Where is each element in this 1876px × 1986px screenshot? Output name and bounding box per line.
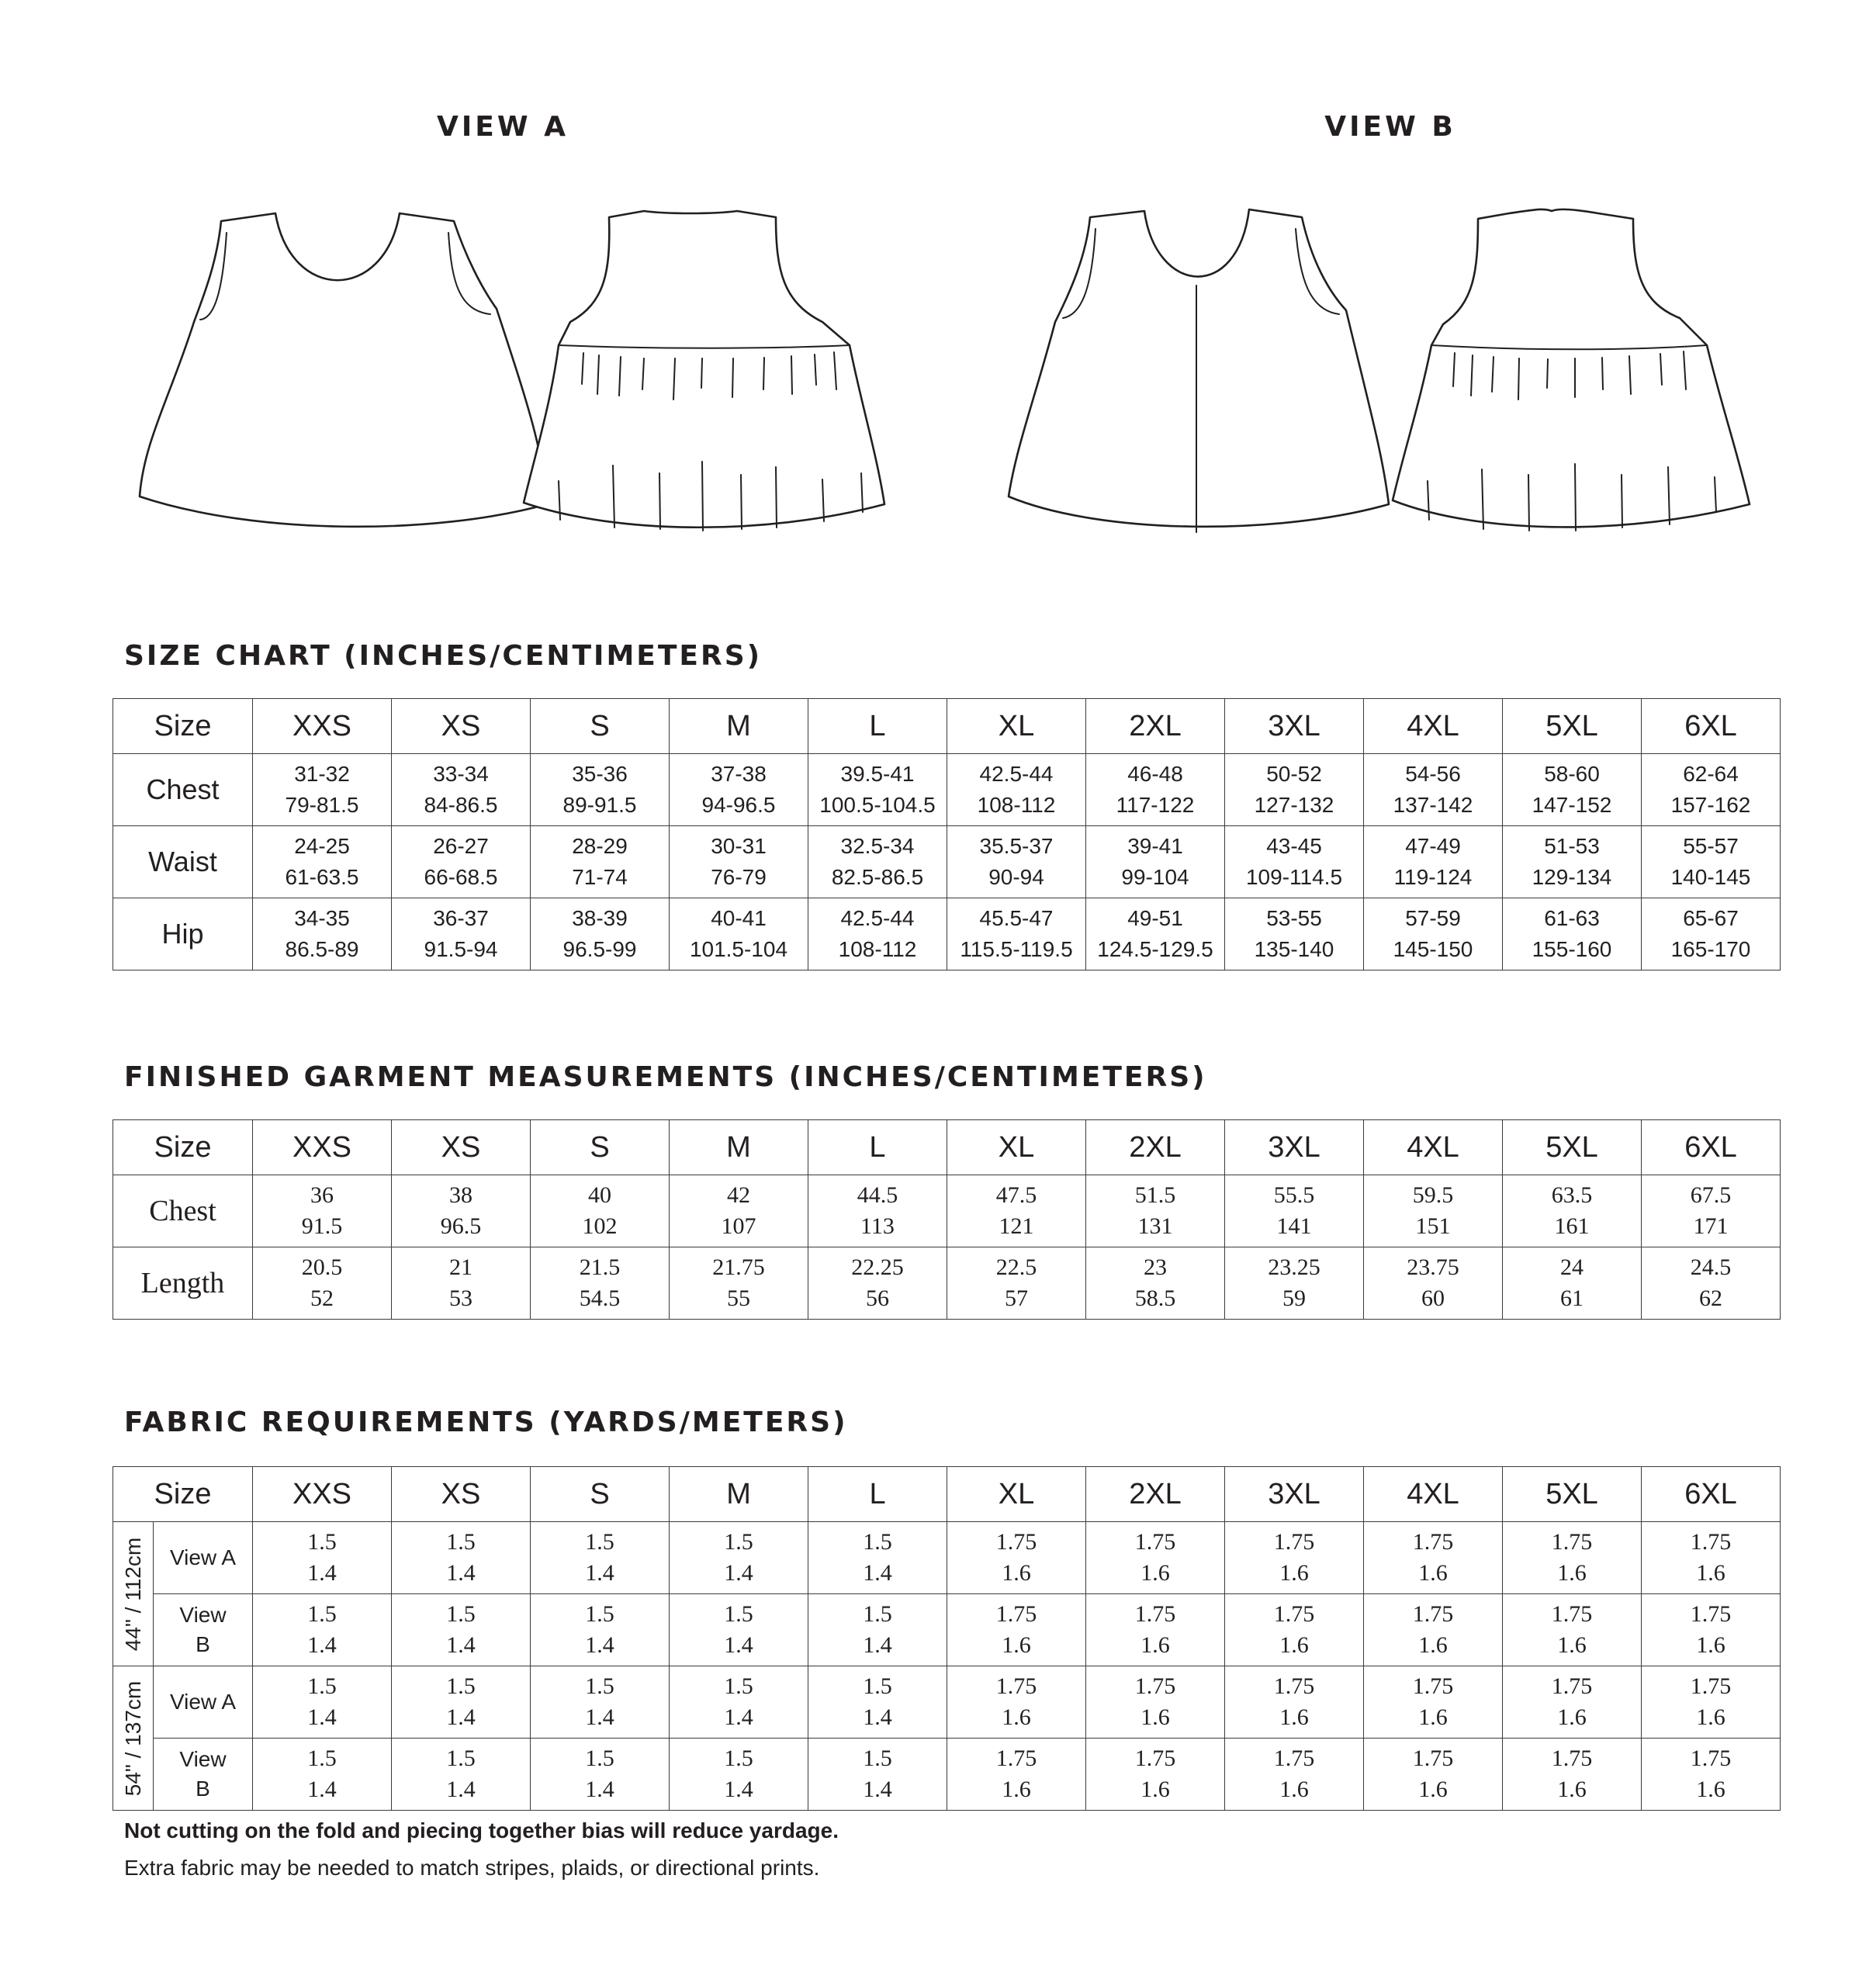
header-cell: 4XL <box>1364 699 1503 754</box>
header-cell: 6XL <box>1642 1467 1781 1522</box>
header-cell: XXS <box>253 1120 392 1175</box>
data-cell: 50-52 127-132 <box>1225 754 1364 826</box>
row-label: Chest <box>113 1175 253 1247</box>
data-cell: 1.5 1.4 <box>670 1594 808 1666</box>
table-row <box>113 898 1781 971</box>
data-cell: 43-45 109-114.5 <box>1225 826 1364 898</box>
view-b-front-drawing <box>1009 209 1389 532</box>
data-cell: 67.5 171 <box>1642 1175 1781 1247</box>
data-cell: 40-41 101.5-104 <box>670 898 808 971</box>
data-cell: 58-60 147-152 <box>1503 754 1642 826</box>
table-row <box>113 826 1781 898</box>
view-a-title: VIEW A <box>437 111 569 143</box>
data-cell: 35.5-37 90-94 <box>947 826 1086 898</box>
header-cell: 5XL <box>1503 699 1642 754</box>
data-cell: 1.75 1.6 <box>1364 1739 1503 1811</box>
data-cell: 1.75 1.6 <box>947 1522 1086 1594</box>
data-cell: 1.75 1.6 <box>1086 1522 1225 1594</box>
data-cell: 53-55 135-140 <box>1225 898 1364 971</box>
data-cell: 1.5 1.4 <box>808 1666 947 1739</box>
table-row <box>113 1247 1781 1320</box>
data-cell: 36 91.5 <box>253 1175 392 1247</box>
data-cell: 59.5 151 <box>1364 1175 1503 1247</box>
table-row <box>113 1594 1781 1666</box>
data-cell: 23.25 59 <box>1225 1247 1364 1320</box>
data-cell: 1.5 1.4 <box>253 1666 392 1739</box>
header-cell: 2XL <box>1086 1120 1225 1175</box>
header-cell: 3XL <box>1225 1120 1364 1175</box>
fabric-header-row <box>113 1467 1781 1522</box>
data-cell: 54-56 137-142 <box>1364 754 1503 826</box>
data-cell: 40 102 <box>531 1175 670 1247</box>
data-cell: 33-34 84-86.5 <box>392 754 531 826</box>
extra-fabric-note: Extra fabric may be needed to match stripes, plaids, or directional prints. <box>124 1856 820 1880</box>
data-cell: 1.75 1.6 <box>1086 1739 1225 1811</box>
data-cell: 1.5 1.4 <box>531 1739 670 1811</box>
data-cell: 1.5 1.4 <box>808 1522 947 1594</box>
header-cell: 6XL <box>1642 1120 1781 1175</box>
header-cell: 6XL <box>1642 699 1781 754</box>
size-chart-header-row <box>113 699 1781 754</box>
data-cell: 1.75 1.6 <box>1642 1594 1781 1666</box>
data-cell: 51.5 131 <box>1086 1175 1225 1247</box>
data-cell: 28-29 71-74 <box>531 826 670 898</box>
header-cell: S <box>531 1467 670 1522</box>
data-cell: 34-35 86.5-89 <box>253 898 392 971</box>
data-cell: 1.5 1.4 <box>392 1594 531 1666</box>
data-cell: 55-57 140-145 <box>1642 826 1781 898</box>
fabric-width-label: 54" / 137cm <box>113 1666 154 1811</box>
header-cell: 5XL <box>1503 1120 1642 1175</box>
data-cell: 1.75 1.6 <box>1503 1666 1642 1739</box>
data-cell: 1.75 1.6 <box>947 1594 1086 1666</box>
data-cell: 1.75 1.6 <box>1503 1522 1642 1594</box>
data-cell: 1.5 1.4 <box>392 1666 531 1739</box>
header-cell: 4XL <box>1364 1467 1503 1522</box>
data-cell: 1.5 1.4 <box>392 1522 531 1594</box>
yardage-note: Not cutting on the fold and piecing together bias will reduce yardage. <box>124 1818 839 1842</box>
view-b-title: VIEW B <box>1324 111 1456 143</box>
data-cell: 26-27 66-68.5 <box>392 826 531 898</box>
data-cell: 65-67 165-170 <box>1642 898 1781 971</box>
data-cell: 35-36 89-91.5 <box>531 754 670 826</box>
row-label: Waist <box>113 826 253 898</box>
header-cell: S <box>531 699 670 754</box>
header-cell: Size <box>113 699 253 754</box>
data-cell: 20.5 52 <box>253 1247 392 1320</box>
data-cell: 30-31 76-79 <box>670 826 808 898</box>
data-cell: 36-37 91.5-94 <box>392 898 531 971</box>
data-cell: 31-32 79-81.5 <box>253 754 392 826</box>
data-cell: 1.75 1.6 <box>1086 1666 1225 1739</box>
data-cell: 1.5 1.4 <box>253 1739 392 1811</box>
finished-measurements-table <box>112 1119 1781 1320</box>
data-cell: 61-63 155-160 <box>1503 898 1642 971</box>
data-cell: 1.5 1.4 <box>531 1522 670 1594</box>
header-cell: XL <box>947 1120 1086 1175</box>
data-cell: 1.5 1.4 <box>253 1522 392 1594</box>
data-cell: 1.75 1.6 <box>1225 1594 1364 1666</box>
table-row <box>113 1666 1781 1739</box>
data-cell: 22.25 56 <box>808 1247 947 1320</box>
data-cell: 1.5 1.4 <box>808 1739 947 1811</box>
view-label: View B <box>154 1739 253 1811</box>
data-cell: 63.5 161 <box>1503 1175 1642 1247</box>
header-cell: XS <box>392 699 531 754</box>
header-cell: Size <box>113 1467 253 1522</box>
garment-drawings <box>0 186 1876 551</box>
data-cell: 21 53 <box>392 1247 531 1320</box>
size-chart-title: SIZE CHART (INCHES/CENTIMETERS) <box>124 640 763 672</box>
data-cell: 1.75 1.6 <box>1642 1522 1781 1594</box>
data-cell: 1.75 1.6 <box>1364 1522 1503 1594</box>
header-cell: 3XL <box>1225 699 1364 754</box>
data-cell: 51-53 129-134 <box>1503 826 1642 898</box>
header-cell: XL <box>947 1467 1086 1522</box>
header-cell: XS <box>392 1467 531 1522</box>
data-cell: 39-41 99-104 <box>1086 826 1225 898</box>
row-label: Length <box>113 1247 253 1320</box>
view-label: View B <box>154 1594 253 1666</box>
header-cell: XS <box>392 1120 531 1175</box>
data-cell: 1.5 1.4 <box>670 1522 808 1594</box>
data-cell: 1.5 1.4 <box>531 1666 670 1739</box>
data-cell: 37-38 94-96.5 <box>670 754 808 826</box>
data-cell: 1.75 1.6 <box>1364 1666 1503 1739</box>
data-cell: 1.75 1.6 <box>1503 1594 1642 1666</box>
data-cell: 22.5 57 <box>947 1247 1086 1320</box>
row-label: Hip <box>113 898 253 971</box>
data-cell: 42.5-44 108-112 <box>808 898 947 971</box>
fabric-requirements-title: FABRIC REQUIREMENTS (YARDS/METERS) <box>124 1406 848 1438</box>
data-cell: 21.5 54.5 <box>531 1247 670 1320</box>
data-cell: 1.75 1.6 <box>1364 1594 1503 1666</box>
header-cell: L <box>808 1467 947 1522</box>
data-cell: 38 96.5 <box>392 1175 531 1247</box>
header-cell: S <box>531 1120 670 1175</box>
data-cell: 1.5 1.4 <box>670 1666 808 1739</box>
header-cell: L <box>808 699 947 754</box>
data-cell: 46-48 117-122 <box>1086 754 1225 826</box>
finished-measurements-title: FINISHED GARMENT MEASUREMENTS (INCHES/CENTIMETERS) <box>124 1061 1207 1093</box>
data-cell: 1.75 1.6 <box>1225 1666 1364 1739</box>
data-cell: 55.5 141 <box>1225 1175 1364 1247</box>
header-cell: Size <box>113 1120 253 1175</box>
data-cell: 1.75 1.6 <box>1225 1522 1364 1594</box>
data-cell: 47.5 121 <box>947 1175 1086 1247</box>
size-chart-table <box>112 698 1781 971</box>
header-cell: 2XL <box>1086 1467 1225 1522</box>
view-a-front-drawing <box>140 213 547 527</box>
data-cell: 23 58.5 <box>1086 1247 1225 1320</box>
header-cell: 4XL <box>1364 1120 1503 1175</box>
header-cell: M <box>670 1467 808 1522</box>
table-row <box>113 1522 1781 1594</box>
data-cell: 49-51 124.5-129.5 <box>1086 898 1225 971</box>
data-cell: 1.75 1.6 <box>1086 1594 1225 1666</box>
data-cell: 1.5 1.4 <box>808 1594 947 1666</box>
data-cell: 23.75 60 <box>1364 1247 1503 1320</box>
data-cell: 62-64 157-162 <box>1642 754 1781 826</box>
data-cell: 57-59 145-150 <box>1364 898 1503 971</box>
data-cell: 1.5 1.4 <box>253 1594 392 1666</box>
data-cell: 24-25 61-63.5 <box>253 826 392 898</box>
header-cell: 5XL <box>1503 1467 1642 1522</box>
data-cell: 45.5-47 115.5-119.5 <box>947 898 1086 971</box>
header-cell: XXS <box>253 699 392 754</box>
header-cell: M <box>670 699 808 754</box>
data-cell: 21.75 55 <box>670 1247 808 1320</box>
header-cell: XL <box>947 699 1086 754</box>
header-cell: L <box>808 1120 947 1175</box>
data-cell: 1.75 1.6 <box>1225 1739 1364 1811</box>
header-cell: XXS <box>253 1467 392 1522</box>
table-row <box>113 1739 1781 1811</box>
row-label: Chest <box>113 754 253 826</box>
view-a-back-drawing <box>524 211 884 531</box>
data-cell: 39.5-41 100.5-104.5 <box>808 754 947 826</box>
table-row <box>113 1175 1781 1247</box>
data-cell: 24.5 62 <box>1642 1247 1781 1320</box>
view-b-back-drawing <box>1393 209 1750 531</box>
data-cell: 1.75 1.6 <box>1642 1739 1781 1811</box>
fabric-width-label: 44" / 112cm <box>113 1522 154 1666</box>
data-cell: 1.5 1.4 <box>670 1739 808 1811</box>
data-cell: 38-39 96.5-99 <box>531 898 670 971</box>
data-cell: 1.5 1.4 <box>531 1594 670 1666</box>
data-cell: 44.5 113 <box>808 1175 947 1247</box>
header-cell: 3XL <box>1225 1467 1364 1522</box>
view-label: View A <box>154 1522 253 1594</box>
data-cell: 1.75 1.6 <box>947 1666 1086 1739</box>
data-cell: 32.5-34 82.5-86.5 <box>808 826 947 898</box>
data-cell: 24 61 <box>1503 1247 1642 1320</box>
header-cell: 2XL <box>1086 699 1225 754</box>
data-cell: 1.5 1.4 <box>392 1739 531 1811</box>
data-cell: 1.75 1.6 <box>1642 1666 1781 1739</box>
fabric-requirements-table <box>112 1466 1781 1811</box>
data-cell: 42 107 <box>670 1175 808 1247</box>
data-cell: 1.75 1.6 <box>1503 1739 1642 1811</box>
view-label: View A <box>154 1666 253 1739</box>
data-cell: 47-49 119-124 <box>1364 826 1503 898</box>
data-cell: 1.75 1.6 <box>947 1739 1086 1811</box>
data-cell: 42.5-44 108-112 <box>947 754 1086 826</box>
header-cell: M <box>670 1120 808 1175</box>
finished-header-row <box>113 1120 1781 1175</box>
table-row <box>113 754 1781 826</box>
